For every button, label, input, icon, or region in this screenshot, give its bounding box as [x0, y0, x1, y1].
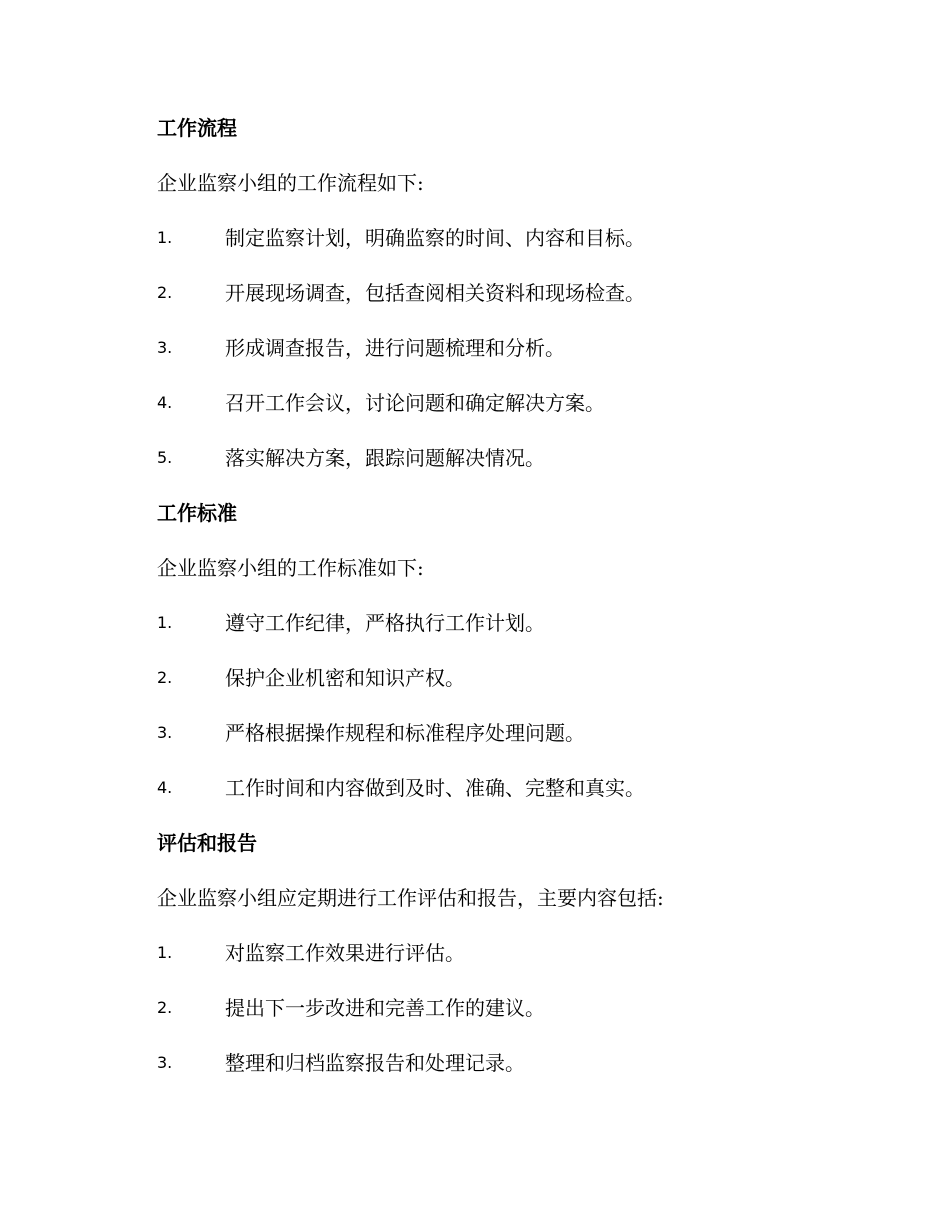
list-text: 制定监察计划，明确监察的时间、内容和目标。 [225, 226, 645, 250]
standards-list [157, 603, 877, 808]
section-heading-standards: 工作标准 [157, 501, 237, 525]
list-number: 4. [157, 393, 173, 412]
list-number: 2. [157, 998, 173, 1017]
evaluation-list [157, 933, 877, 1083]
list-text: 形成调查报告，进行问题梳理和分析。 [225, 336, 565, 360]
list-number: 3. [157, 338, 173, 357]
list-item [157, 438, 877, 478]
list-number: 4. [157, 778, 173, 797]
list-text: 提出下一步改进和完善工作的建议。 [225, 996, 545, 1020]
list-number: 5. [157, 448, 173, 467]
list-number: 1. [157, 613, 173, 632]
list-item [157, 603, 877, 643]
list-text: 整理和归档监察报告和处理记录。 [225, 1051, 525, 1075]
list-item [157, 383, 877, 423]
section-intro-workflow: 企业监察小组的工作流程如下: [157, 171, 424, 195]
list-number: 3. [157, 1053, 173, 1072]
list-number: 2. [157, 668, 173, 687]
list-number: 1. [157, 943, 173, 962]
list-item [157, 273, 877, 313]
list-number: 3. [157, 723, 173, 742]
section-heading-workflow: 工作流程 [157, 116, 237, 140]
list-number: 1. [157, 228, 173, 247]
document-page [157, 108, 877, 1098]
list-text: 落实解决方案，跟踪问题解决情况。 [225, 446, 545, 470]
list-item [157, 328, 877, 368]
workflow-list [157, 218, 877, 478]
list-number: 2. [157, 283, 173, 302]
list-text: 召开工作会议，讨论问题和确定解决方案。 [225, 391, 605, 415]
list-text: 严格根据操作规程和标准程序处理问题。 [225, 721, 585, 745]
section-intro-standards: 企业监察小组的工作标准如下: [157, 556, 424, 580]
list-item [157, 218, 877, 258]
section-heading-evaluation: 评估和报告 [157, 831, 257, 855]
list-text: 遵守工作纪律，严格执行工作计划。 [225, 611, 545, 635]
list-text: 开展现场调查，包括查阅相关资料和现场检查。 [225, 281, 645, 305]
list-item [157, 658, 877, 698]
list-text: 保护企业机密和知识产权。 [225, 666, 465, 690]
list-item [157, 1043, 877, 1083]
section-intro-evaluation: 企业监察小组应定期进行工作评估和报告，主要内容包括: [157, 886, 664, 910]
list-text: 对监察工作效果进行评估。 [225, 941, 465, 965]
list-item [157, 713, 877, 753]
list-text: 工作时间和内容做到及时、准确、完整和真实。 [225, 776, 645, 800]
list-item [157, 933, 877, 973]
list-item [157, 988, 877, 1028]
list-item [157, 768, 877, 808]
